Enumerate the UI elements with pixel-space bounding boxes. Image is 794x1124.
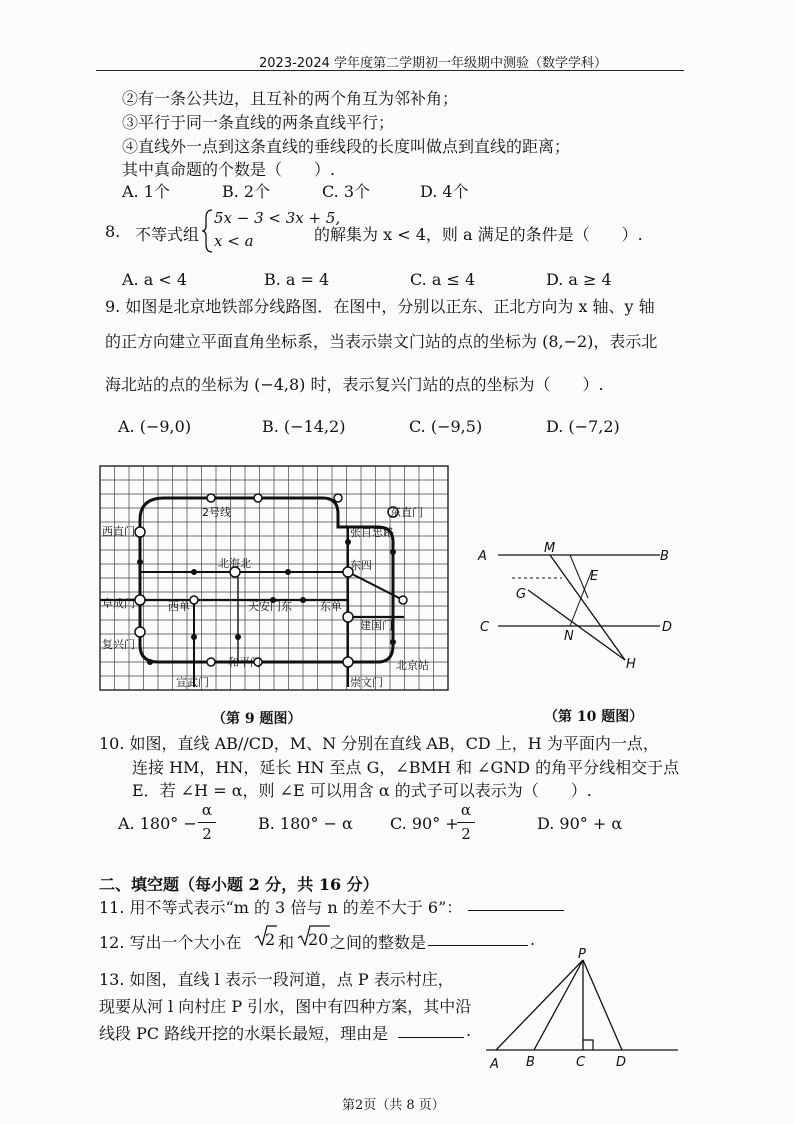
q8-number: 8. — [105, 222, 121, 241]
label-fuchengmen: 阜成门 — [102, 597, 135, 610]
bisector-m — [570, 555, 588, 598]
label-chongwenmen: 崇文门 — [350, 676, 383, 689]
q12-suffix: 之间的整数是 — [330, 933, 427, 952]
label-a: A — [478, 549, 487, 564]
q7-item-4: ④直线外一点到这条直线的垂线段的长度叫做点到直线的距离； — [122, 137, 571, 156]
label-p: P — [578, 948, 586, 962]
label-n: N — [564, 629, 574, 644]
label-jianguomen: 建国门 — [360, 619, 393, 632]
q11-text: 11. 用不等式表示“m 的 3 倍与 n 的差不大于 6”： — [99, 898, 463, 917]
river-village-figure — [482, 948, 682, 1076]
label-beihaibei: 北海北 — [218, 557, 251, 570]
segment-mh — [550, 555, 625, 660]
q8-option-c: C. a ≤ 4 — [410, 270, 476, 289]
section-2-title: 二、填空题（每小题 2 分，共 16 分） — [99, 875, 379, 894]
q7-option-d: D. 4个 — [420, 182, 469, 201]
q11-answer-blank — [468, 896, 564, 911]
q10-option-c-fraction-bar — [457, 822, 475, 823]
q10-option-a-denominator: 2 — [202, 825, 212, 843]
q10-option-a: A. 180° − — [118, 814, 197, 833]
segment-pd — [583, 960, 622, 1050]
q9-line-3: 海北站的点的坐标为 (−4,8) 时，表示复兴门站的点的坐标为（ ）. — [105, 375, 604, 394]
q8-inequality-1: 5x − 3 < 3x + 5, — [214, 209, 341, 227]
label-dongzhimen: 东直门 — [390, 506, 423, 519]
q12-prefix: 12. 写出一个大小在 — [99, 933, 242, 952]
q9-option-a: A. (−9,0) — [118, 417, 192, 436]
subway-map-figure — [98, 462, 450, 692]
q12-period: . — [530, 930, 536, 949]
page-footer: 第2页（共 8 页） — [342, 1098, 445, 1113]
figure-10-caption: （第 10 题图） — [544, 709, 644, 725]
label-b: B — [660, 549, 669, 564]
label-hepingmen: 和平门 — [228, 656, 261, 669]
q8-suffix: 的解集为 x < 4，则 a 满足的条件是（ ）. — [314, 225, 643, 244]
q10-line-2: 连接 HM，HN，延长 HN 至点 G，∠BMH 和 ∠GND 的角平分线相交于点 — [132, 758, 680, 777]
q10-option-a-numerator: α — [201, 801, 213, 819]
q8-prefix: 不等式组 — [135, 225, 200, 244]
q13-answer-blank — [398, 1023, 464, 1038]
segment-pa — [496, 960, 583, 1050]
label-xuanwumen: 宣武门 — [176, 676, 209, 689]
q13-line-3: 线段 PC 路线开挖的水渠长最短，理由是 — [99, 1024, 389, 1043]
q10-line-3: E．若 ∠H = α，则 ∠E 可以用含 α 的式子可以表示为（ ）. — [132, 781, 592, 800]
label-g: G — [516, 587, 527, 602]
q7-item-3: ③平行于同一条直线的两条直线平行； — [122, 113, 395, 132]
q9-option-b: B. (−14,2) — [262, 417, 346, 436]
q7-item-2: ②有一条公共边，且互补的两个角互为邻补角； — [122, 89, 459, 108]
q10-option-d: D. 90° + α — [537, 814, 623, 833]
label-h: H — [626, 657, 636, 672]
exam-header: 2023-2024 学年度第二学期初一年级期中测验（数学学科） — [259, 56, 607, 71]
q10-option-c: C. 90° + — [390, 814, 459, 833]
line-2-loop — [140, 498, 393, 662]
label-tiananmendong: 天安门东 — [248, 600, 292, 613]
figure-9-caption: （第 9 题图） — [212, 711, 302, 727]
header-rule — [96, 70, 684, 71]
label-dongsi: 东四 — [350, 559, 372, 572]
q12-mid: 和 — [278, 933, 295, 952]
q8-option-b: B. a = 4 — [264, 270, 330, 289]
q10-option-c-numerator: α — [460, 801, 472, 819]
label-beijingzhan: 北京站 — [396, 659, 429, 672]
q7-option-a: A. 1个 — [122, 182, 170, 201]
q10-line-1: 10. 如图，直线 AB//CD，M、N 分别在直线 AB，CD 上，H 为平面内一点， — [99, 734, 659, 753]
right-angle-mark — [583, 1040, 593, 1050]
q9-option-d: D. (−7,2) — [546, 417, 620, 436]
label-m: M — [544, 541, 556, 556]
q7-option-c: C. 3个 — [322, 182, 371, 201]
label-xidan: 西单 — [168, 600, 190, 613]
label-a: A — [490, 1057, 499, 1072]
q9-line-2: 的正方向建立平面直角坐标系，当表示崇文门站的点的坐标为 (8,−2)，表示北 — [105, 332, 658, 351]
q9-option-c: C. (−9,5) — [409, 417, 483, 436]
q12-answer-blank — [428, 931, 528, 946]
q13-period: . — [466, 1021, 472, 1040]
q7-stem: 其中真命题的个数是（ ）. — [122, 160, 336, 179]
q7-option-b: B. 2个 — [222, 182, 271, 201]
parallel-lines-figure — [470, 530, 690, 680]
label-c: C — [576, 1055, 586, 1070]
q10-option-a-fraction-bar — [198, 822, 216, 823]
label-c: C — [480, 620, 490, 635]
q10-option-b: B. 180° − α — [258, 814, 353, 833]
bisector-n — [570, 570, 592, 626]
q12-radicand-2: 20 — [308, 930, 329, 949]
q10-option-c-denominator: 2 — [461, 825, 471, 843]
label-d: D — [616, 1055, 627, 1070]
label-line-2: 2号线 — [202, 506, 231, 519]
q8-brace — [202, 208, 214, 254]
label-b: B — [526, 1055, 535, 1070]
q8-inequality-2: x < a — [214, 232, 254, 250]
segment-gh — [528, 590, 625, 660]
q12-radicand-1: 2 — [265, 930, 276, 949]
label-d: D — [662, 620, 673, 635]
label-fuxingmen: 复兴门 — [102, 638, 135, 651]
q13-line-2: 现要从河 l 向村庄 P 引水，图中有四种方案，其中沿 — [99, 997, 472, 1016]
q8-option-a: A. a < 4 — [122, 270, 188, 289]
q8-option-d: D. a ≥ 4 — [546, 270, 612, 289]
label-xizhimen: 西直门 — [102, 525, 135, 538]
segment-pb — [534, 960, 583, 1050]
q9-line-1: 9. 如图是北京地铁部分线路图．在图中，分别以正东、正北方向为 x 轴、y 轴 — [105, 297, 655, 316]
label-zhangzizhonglu: 张自忠路 — [350, 526, 394, 539]
q13-line-1: 13. 如图，直线 l 表示一段河道，点 P 表示村庄， — [99, 970, 454, 989]
label-e: E — [590, 569, 599, 584]
label-dongdan: 东单 — [320, 600, 342, 613]
